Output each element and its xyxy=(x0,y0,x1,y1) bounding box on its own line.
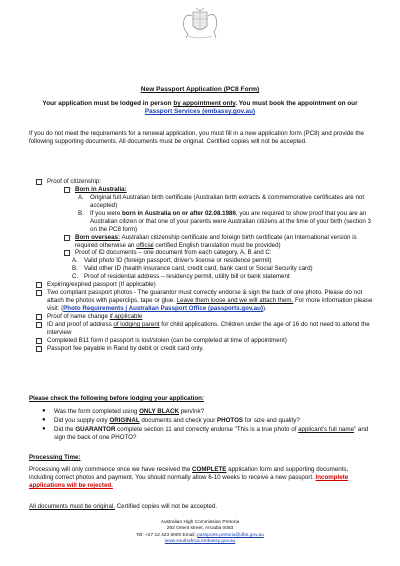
coat-of-arms-emblem xyxy=(176,8,224,40)
checkbox[interactable] xyxy=(36,314,42,320)
processing-text: Processing will only commence once we have received the COMPLETE application form and supporting documents, including correct photos and payment. You should normally allow 6-10 weeks to receive a new passport. Incomplete applications will be rejected. xyxy=(29,466,349,489)
passport-services-link[interactable]: Passport Services (embassy.gov.au) xyxy=(144,108,256,116)
checkbox[interactable] xyxy=(36,338,42,344)
processing-heading: Processing Time: xyxy=(29,454,81,461)
list-item: ● Did the GUARANTOR complete section 11 and correctly endorse "This is a true photo of applicant's full name" and sign the back of one PHOTO? xyxy=(42,425,369,441)
photo-requirements-link[interactable]: Photo Requirements | Australian Passport Office (passports.gov.au) xyxy=(63,305,263,312)
checkbox[interactable] xyxy=(64,250,70,256)
checkbox[interactable] xyxy=(36,346,42,352)
rejection-warning: Incomplete applications will be rejected. xyxy=(29,473,349,489)
checkbox[interactable] xyxy=(36,290,42,296)
original-documents-note: All documents must be original. Certified copies will not be accepted. xyxy=(29,503,218,510)
document-checklist: Proof of citizenship: Born in Australia: A. Original full Australian birth certificate (Australian birth extracts & commemorative certificates are not accepted) B. If you were born in Australia on or after 02.08.1986, you are required to show proof that you are an Australian citizen or that one of your parents were Australian citizens at the time of your birth (section 3 on the PC8 form) Born overseas: Australian citizenship certificate and foreign birth certificate (an International version is required otherwise an official certified English translation must be provided) Proof of ID documents – one document from each category, A, B and C: A. Valid photo ID (foreign passport, driver's license or residence permit) B. Valid other ID (health insurance card, credit card, bank card or Social Security card) C. Proof of residential address – residency permit, utility bill or bank statement Expiring/expired passport (If applicable) Two compliant passport photos - The guarantor must correctly endorse & sign the back of one photo. Please do not attach the photos with paperclips, tape or glue. Leave them loose and we will attach them. For more information please visit: (Photo Requirements | Australian Passport Office (passports.gov.au)). Proof of name change if applicable ID and proof of address of lodging parent for child applications. Children under the age of 16 do not need to attend the interview Completed B11 form if passport is lost/stolen (can be completed at time of appointment) Passport fee payable in Rand by debit or credit card only. xyxy=(36,178,376,353)
page-title: New Passport Application (PC8 Form) xyxy=(140,86,260,93)
requirements-paragraph: If you do not meet the requirements for a renewal application, you must fill in a new application form (PC8) and provide the following supporting documents. All documents must be original. Certified copies will not be accepted. xyxy=(29,130,364,145)
list-item: ● Was the form completed using ONLY BLACK pen/ink? xyxy=(42,408,205,415)
footer: Australian High Commission Pretoria 292 Orient street, Arcadia 0083 Tel: +27 12 423 6000 Email: passports.pretoria@dfat.gov.au www.southafrica.embassy.gov.au xyxy=(136,520,264,545)
checkbox[interactable] xyxy=(64,235,70,241)
website-link[interactable]: www.southafrica.embassy.gov.au xyxy=(164,539,236,545)
check-bullets xyxy=(42,408,372,443)
checklist-heading: Please check the following before lodging your application: xyxy=(29,395,204,402)
email-link[interactable]: passports.pretoria@dfat.gov.au xyxy=(197,532,264,538)
list-item: ● Did you supply only ORIGINAL documents and check your PHOTOS for size and quality? xyxy=(42,416,300,424)
checkbox[interactable] xyxy=(36,179,42,185)
checkbox[interactable] xyxy=(64,187,70,193)
checkbox[interactable] xyxy=(36,322,42,328)
intro-notice: Your application must be lodged in person by appointment only. You must book the appointment on our Passport Services (embassy.gov.au) xyxy=(42,100,358,116)
checkbox[interactable] xyxy=(36,282,42,288)
